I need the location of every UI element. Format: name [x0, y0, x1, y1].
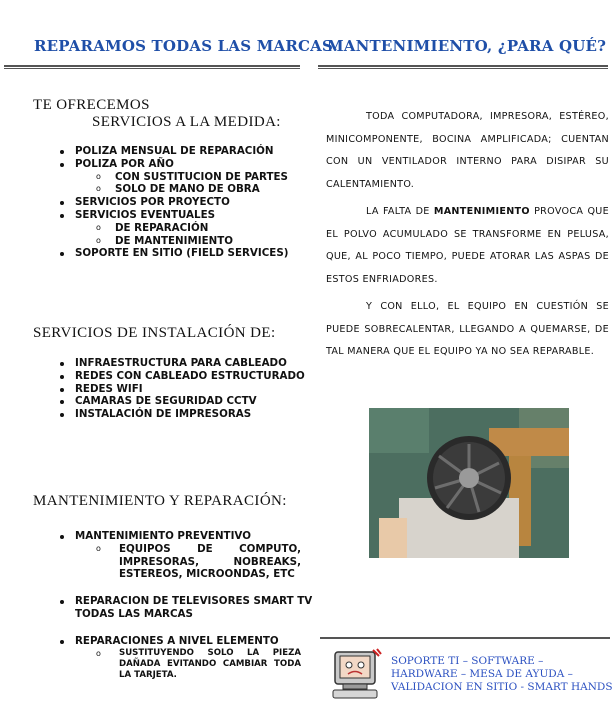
services-heading-line2: SERVICIOS A LA MEDIDA:	[92, 114, 281, 130]
list-item: MANTENIMIENTO PREVENTIVO	[33, 530, 301, 543]
list-item: POLIZA POR AÑO	[33, 158, 313, 171]
article-text	[326, 106, 609, 364]
list-item: o EQUIPOS DE COMPUTO, IMPRESORAS, NOBREAKS, ESTEREOS, MICROONDAS, ETC	[33, 543, 301, 581]
list-item: o SUSTITUYENDO SOLO LA PIEZA DAÑADA EVITANDO CAMBIAR TODA LA TARJETA.	[33, 648, 301, 681]
laptop-fan-photo	[369, 408, 569, 558]
services-heading-line1: TE OFRECEMOS	[33, 97, 150, 113]
left-title-rule	[4, 65, 300, 69]
footer-line: VALIDACION EN SITIO - SMART HANDS	[391, 681, 613, 693]
list-item: POLIZA MENSUAL DE REPARACIÓN	[33, 145, 313, 158]
fan-illustration	[369, 408, 569, 558]
maintenance-heading: MANTENIMIENTO Y REPARACIÓN:	[33, 493, 287, 509]
maintenance-list	[33, 530, 313, 681]
list-item: REDES WIFI	[33, 383, 313, 396]
list-item: CAMARAS DE SEGURIDAD CCTV	[33, 395, 313, 408]
list-item: SOPORTE EN SITIO (FIELD SERVICES)	[33, 247, 313, 260]
article-paragraph: Y CON ELLO, EL EQUIPO EN CUESTIÓN SE PUEDE SOBRECALENTAR, LLEGANDO A QUEMARSE, DE TAL MANERA QUE EL EQUIPO YA NO SEA REPARABLE.	[326, 301, 609, 357]
list-item: o DE MANTENIMIENTO	[33, 235, 313, 248]
list-item: o CON SUSTITUCION DE PARTES	[33, 171, 313, 184]
list-item: REDES CON CABLEADO ESTRUCTURADO	[33, 370, 313, 383]
right-title: MANTENIMIENTO, ¿PARA QUÉ?	[327, 37, 607, 55]
article-paragraph: TODA COMPUTADORA, IMPRESORA, ESTÉREO, MINICOMPONENTE, BOCINA AMPLIFICADA; CUENTAN CON UN VENTILADOR INTERNO PARA DISIPAR SU CALENTAMIENTO.	[326, 111, 609, 190]
article-paragraph: LA FALTA DE MANTENIMIENTO PROVOCA QUE EL POLVO ACUMULADO SE TRANSFORME EN PELUSA, QUE, AL POCO TIEMPO, PUEDE ATORAR LAS ASPAS DE ESTOS ENFRIADORES.	[326, 206, 609, 285]
installation-heading: SERVICIOS DE INSTALACIÓN DE:	[33, 325, 276, 341]
list-item: REPARACION DE TELEVISORES SMART TV	[33, 595, 301, 608]
list-item: SERVICIOS POR PROYECTO	[33, 196, 313, 209]
list-item: INSTALACIÓN DE IMPRESORAS	[33, 408, 313, 421]
services-list	[33, 145, 313, 260]
footer-line: SOPORTE TI – SOFTWARE –	[391, 655, 544, 667]
list-item: SERVICIOS EVENTUALES	[33, 209, 313, 222]
list-item: o SOLO DE MANO DE OBRA	[33, 183, 313, 196]
list-item: INFRAESTRUCTURA PARA CABLEADO	[33, 357, 313, 370]
list-item: REPARACIONES A NIVEL ELEMENTO	[33, 635, 301, 648]
footer-rule	[320, 637, 610, 639]
installation-list	[33, 357, 313, 421]
list-item: o DE REPARACIÓN	[33, 222, 313, 235]
footer-text	[391, 655, 613, 694]
left-title: REPARAMOS TODAS LAS MARCAS.	[34, 37, 338, 55]
list-item-continued: TODAS LAS MARCAS	[75, 607, 193, 620]
emphasis: MANTENIMIENTO	[433, 206, 530, 217]
computer-mascot-icon	[329, 648, 384, 700]
footer-line: HARDWARE – MESA DE AYUDA –	[391, 668, 573, 680]
right-title-rule	[318, 65, 608, 69]
